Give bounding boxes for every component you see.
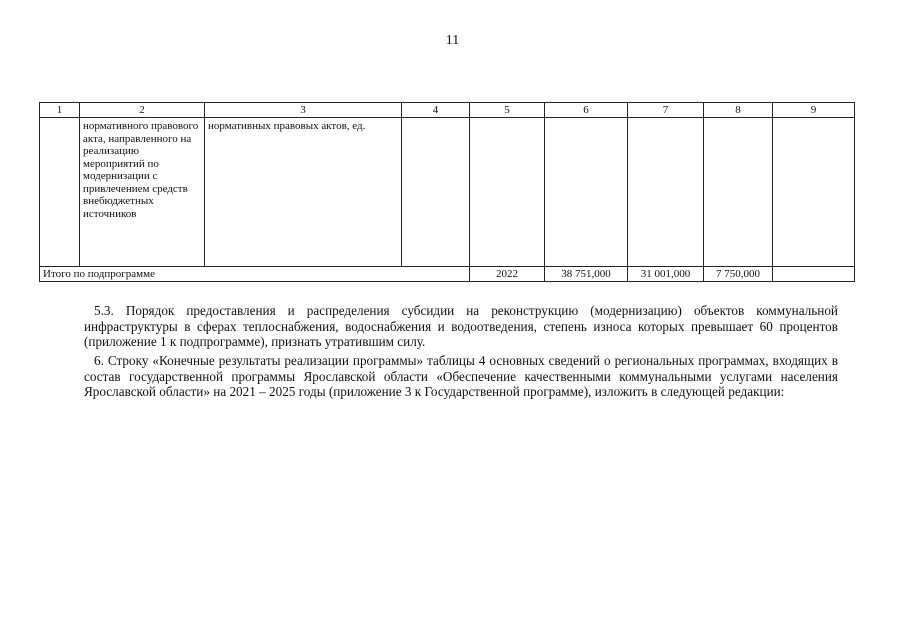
table-cell bbox=[545, 118, 628, 267]
header-cell: 7 bbox=[628, 103, 704, 118]
table-header-row bbox=[40, 103, 855, 118]
header-cell: 6 bbox=[545, 103, 628, 118]
total-amount-col7: 31 001,000 bbox=[628, 267, 704, 282]
paragraph-text: 6. Строку «Конечные результаты реализации программы» таблицы 4 основных сведений о региональных программах, входящих в состав государственной программы Ярославской области «Обеспечение качественными коммунальными услугами населения Ярославской области» на 2021 – 2025 годы (приложение 3 к Государственной программе), изложить в следующей редакции: bbox=[84, 353, 838, 399]
table-cell bbox=[773, 118, 855, 267]
header-cell: 5 bbox=[470, 103, 545, 118]
total-amount-col6: 38 751,000 bbox=[545, 267, 628, 282]
header-cell: 8 bbox=[704, 103, 773, 118]
program-table bbox=[39, 102, 855, 282]
header-cell: 3 bbox=[205, 103, 402, 118]
table-row bbox=[40, 118, 855, 267]
header-cell: 4 bbox=[402, 103, 470, 118]
indicator-name-cell: нормативного правового акта, направленного на реализацию мероприятий по модернизации с привлечением средств внебюджетных источников bbox=[80, 118, 205, 267]
unit-cell: нормативных правовых актов, ед. bbox=[205, 118, 402, 267]
table-cell bbox=[470, 118, 545, 267]
total-row bbox=[40, 267, 855, 282]
table-cell bbox=[402, 118, 470, 267]
total-amount-col8: 7 750,000 bbox=[704, 267, 773, 282]
paragraph-6 bbox=[84, 353, 838, 400]
table-cell bbox=[628, 118, 704, 267]
table-cell bbox=[704, 118, 773, 267]
paragraph-5-3 bbox=[84, 303, 838, 350]
table-cell bbox=[40, 118, 80, 267]
header-cell: 9 bbox=[773, 103, 855, 118]
header-cell: 2 bbox=[80, 103, 205, 118]
paragraph-text: 5.3. Порядок предоставления и распределения субсидии на реконструкцию (модернизацию) объектов коммунальной инфраструктуры в сферах теплоснабжения, водоснабжения и водоотведения, степень износа которых превышает 60 процентов (приложение 1 к подпрограмме), признать утратившим силу. bbox=[84, 303, 838, 349]
header-cell: 1 bbox=[40, 103, 80, 118]
total-label: Итого по подпрограмме bbox=[40, 267, 470, 282]
total-year: 2022 bbox=[470, 267, 545, 282]
page-number: 11 bbox=[445, 33, 460, 48]
total-amount-col9 bbox=[773, 267, 855, 282]
